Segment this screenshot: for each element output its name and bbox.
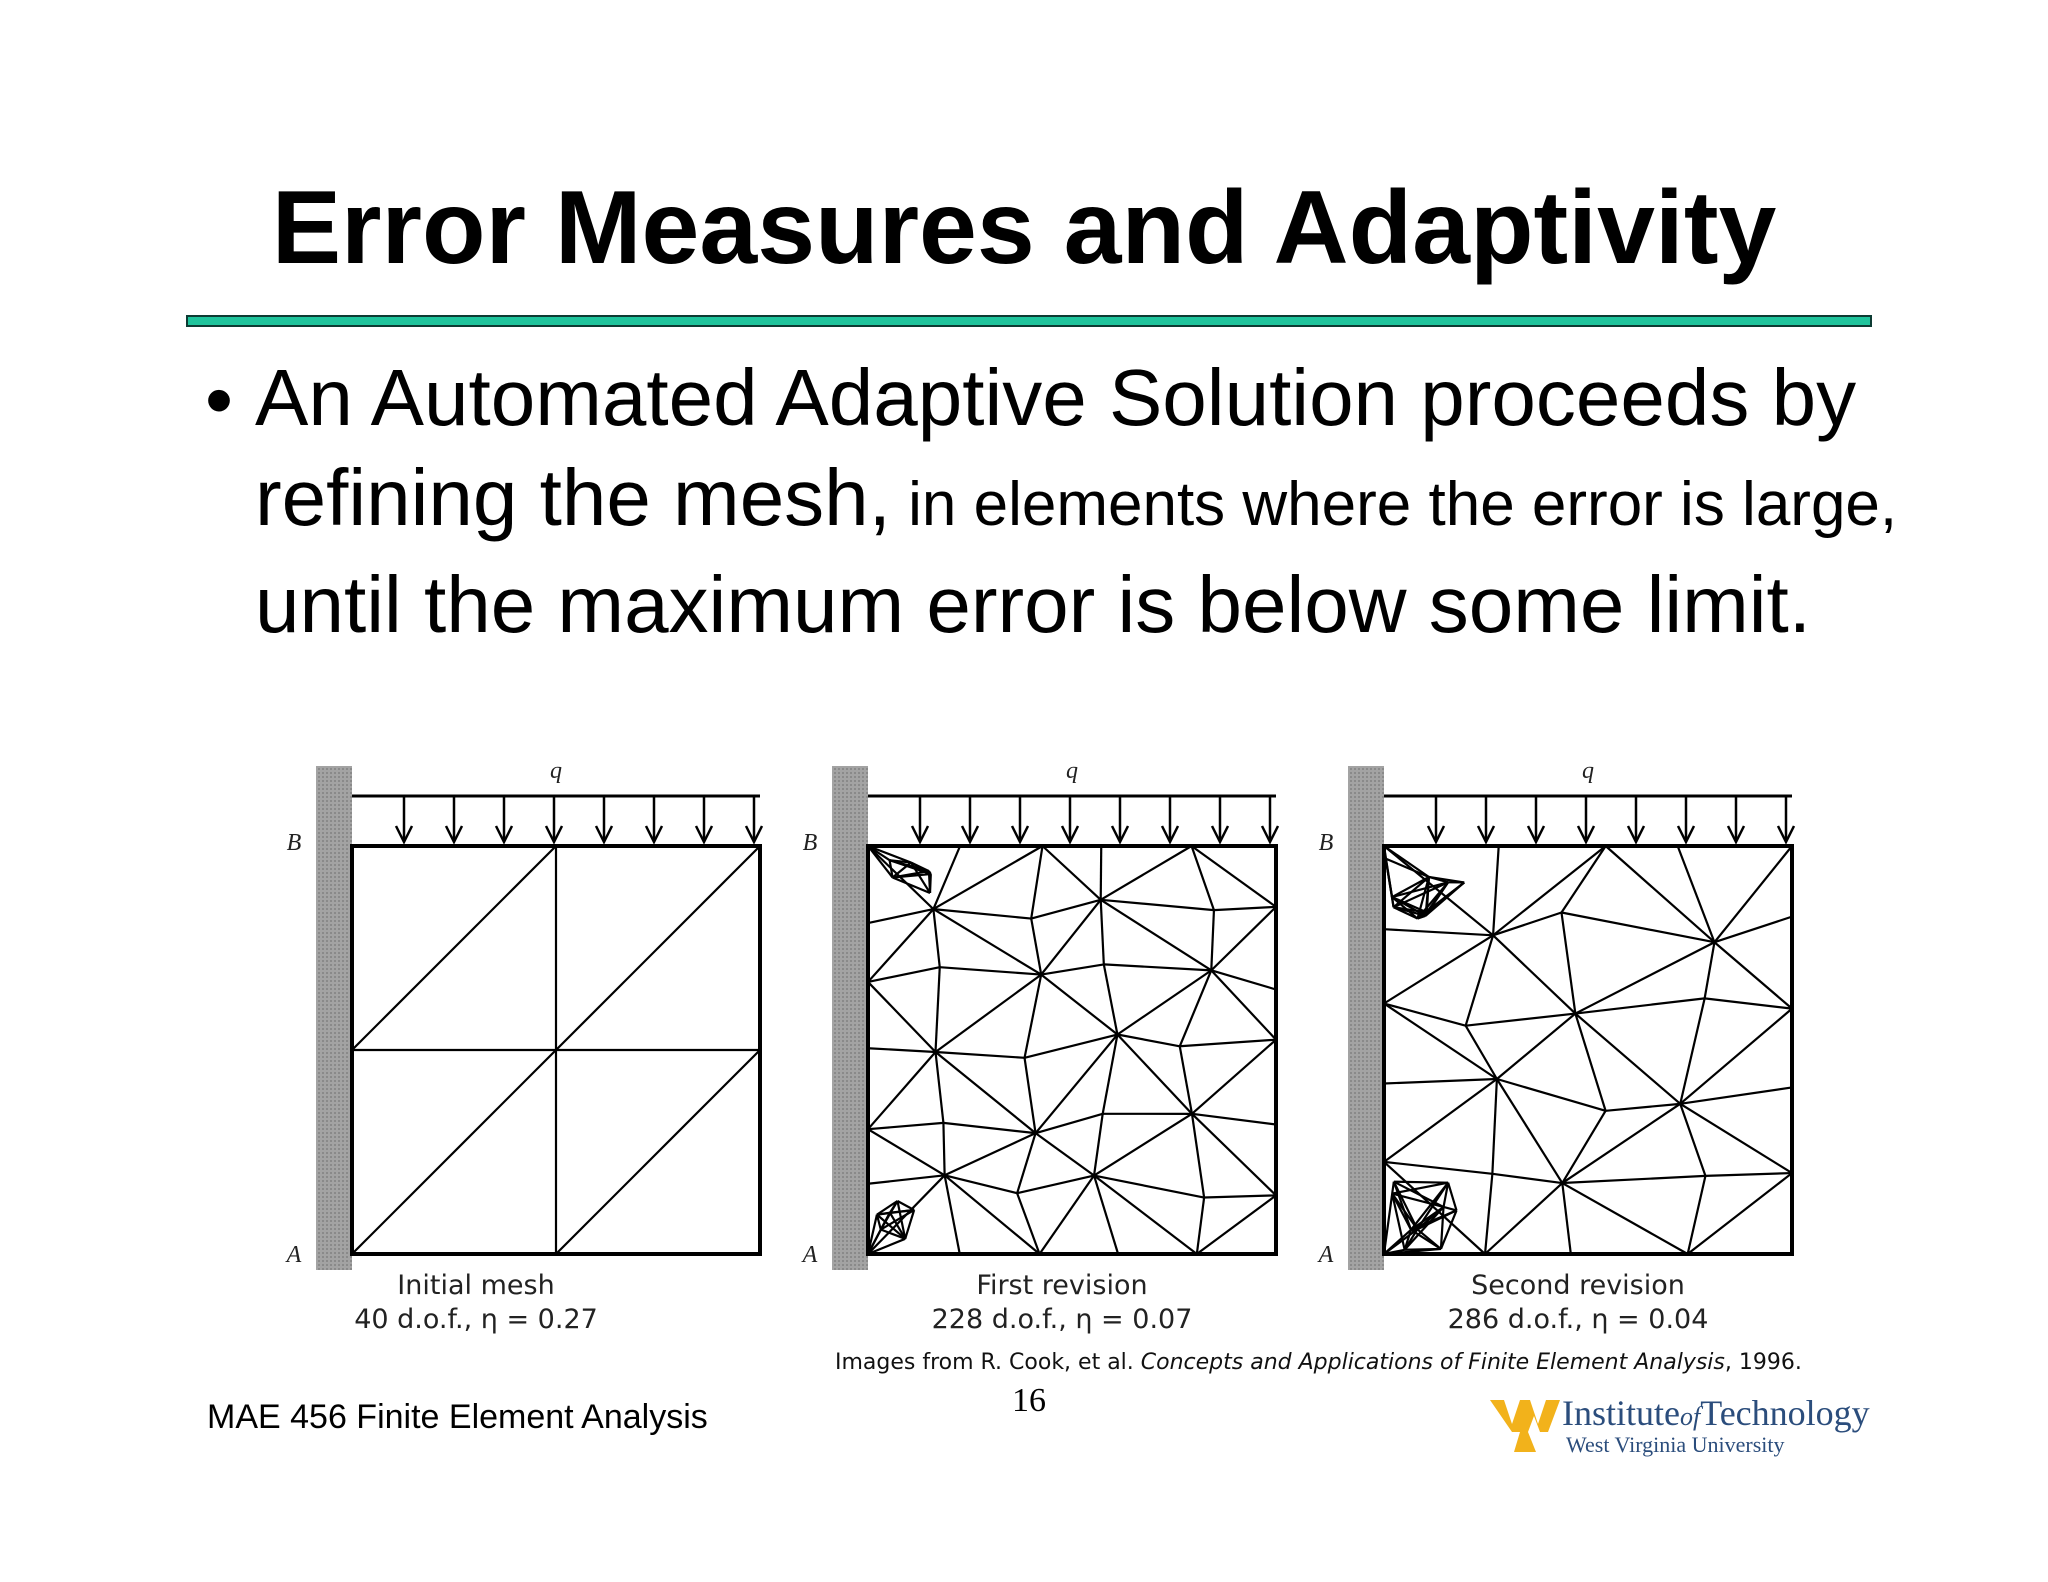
mesh-panel-2 [801,758,1278,1335]
panel-caption: Initial mesh [397,1270,555,1301]
mesh-figure [270,752,1850,1352]
bullet-text [255,348,1905,655]
credit-prefix: Images from R. Cook, et al. [835,1350,1141,1375]
mesh-panel-3 [1317,758,1794,1335]
load-label-q: q [1066,758,1078,784]
mesh-edge [943,1123,944,1175]
point-label-b: B [286,830,302,856]
footer-course-name: MAE 456 Finite Element Analysis [207,1398,708,1436]
mesh-panel-1 [285,758,762,1335]
bullet-text-part1: An Automated Adaptive Solution proceeds by refining the mesh, [255,353,1857,542]
fixed-wall [832,766,868,1270]
bullet-text-part2: in elements where the error is large, [890,470,1898,539]
logo-word-technology: Technology [1700,1393,1870,1433]
credit-book-title: Concepts and Applications of Finite Element Analysis [1140,1350,1725,1375]
institution-logo [1490,1392,1870,1460]
point-label-a: A [1318,1242,1334,1268]
mesh-figure-svg [270,752,1850,1352]
logo-word-of: of [1679,1402,1701,1431]
title-divider [186,315,1872,327]
point-label-b: B [802,830,818,856]
mesh-edge [1101,846,1102,900]
bullet-icon: • [205,355,234,444]
fixed-wall [1348,766,1384,1270]
panel-stats: 40 d.o.f., η = 0.27 [354,1304,598,1335]
bullet-text-part3: until the maximum error is below some limit. [255,560,1811,649]
credit-suffix: , 1996. [1724,1350,1802,1375]
mesh-edge [930,874,931,893]
panel-caption: First revision [976,1270,1148,1301]
panel-stats: 228 d.o.f., η = 0.07 [931,1304,1193,1335]
load-label-q: q [1582,758,1594,784]
logo-line1 [1562,1392,1870,1434]
mesh-edge [1394,1182,1448,1183]
slide-title: Error Measures and Adaptivity [271,170,1777,286]
load-label-q: q [550,758,562,784]
logo-line2: West Virginia University [1566,1432,1785,1457]
panel-caption: Second revision [1471,1270,1685,1301]
panel-stats: 286 d.o.f., η = 0.04 [1447,1304,1709,1335]
fixed-wall [316,766,352,1270]
image-credit [835,1350,1845,1375]
logo-word-institute: Institute [1562,1393,1680,1433]
point-label-a: A [286,1242,302,1268]
point-label-b: B [1318,830,1334,856]
wv-logo-icon [1490,1396,1560,1454]
page-number: 16 [1012,1382,1046,1419]
point-label-a: A [802,1242,818,1268]
